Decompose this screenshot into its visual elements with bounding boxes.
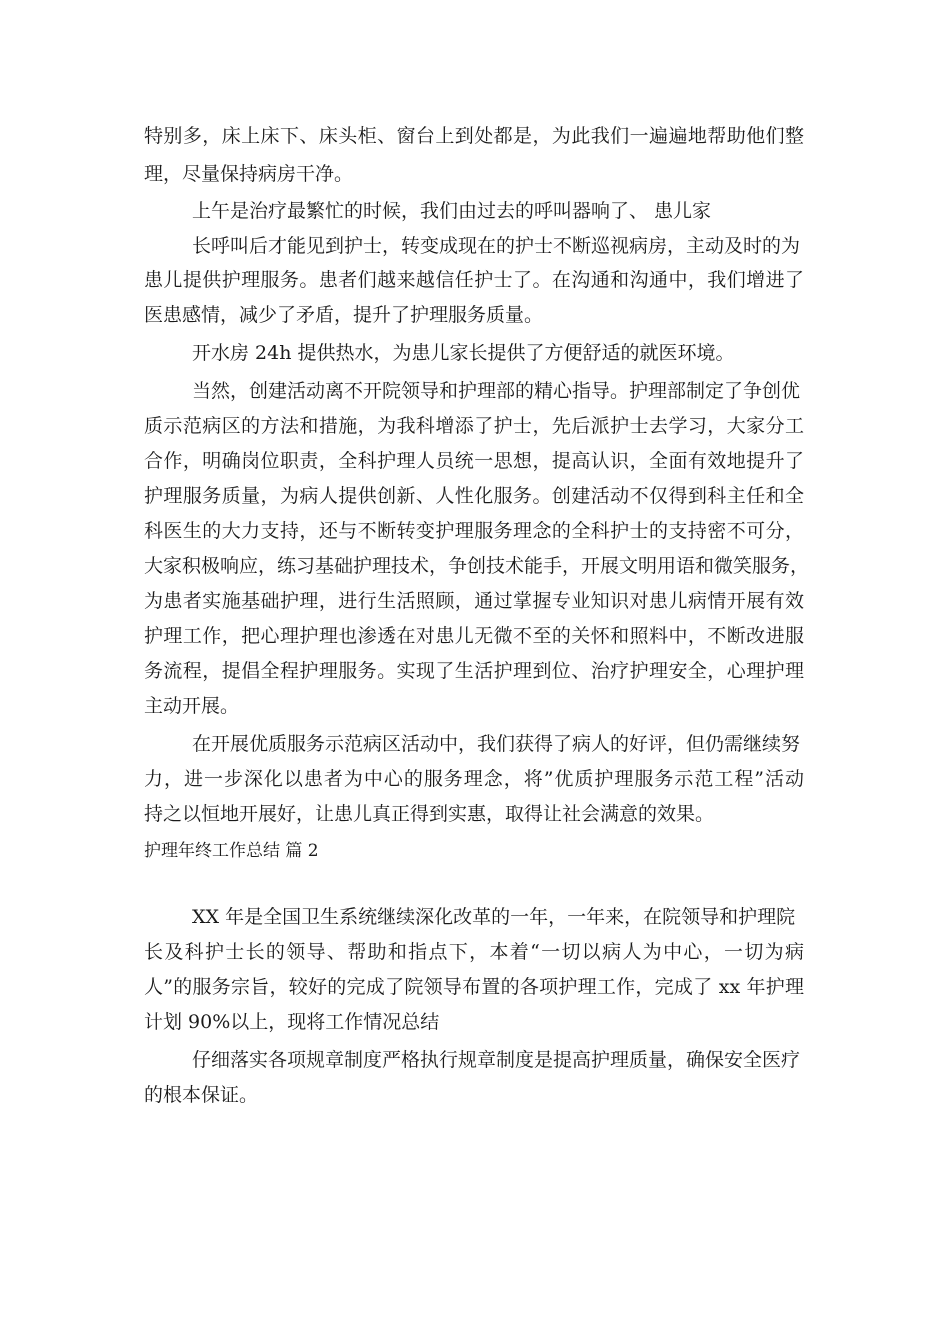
paragraph-line: 仔细落实各项规章制度严格执行规章制度是提高护理质量，确保安全医疗	[192, 1049, 801, 1071]
section-heading: 护理年终工作总结 篇 2	[144, 841, 319, 861]
paragraph-line: 持之以恒地开展好，让患儿真正得到实惠，取得让社会满意的效果。	[144, 803, 715, 825]
paragraph-line: 开水房 24h 提供热水，为患儿家长提供了方便舒适的就医环境。	[192, 342, 735, 364]
paragraph-line: 质示范病区的方法和措施，为我科增添了护士，先后派护士去学习，大家分工	[144, 415, 804, 437]
paragraph-line: 合作，明确岗位职责，全科护理人员统一思想，提高认识，全面有效地提升了	[144, 450, 804, 472]
paragraph-line: 护理工作，把心理护理也渗透在对患儿无微不至的关怀和照料中，不断改进服	[144, 625, 804, 647]
paragraph-line: 医患感情，减少了矛盾，提升了护理服务质量。	[144, 304, 544, 326]
paragraph-line: 为患者实施基础护理，进行生活照顾，通过掌握专业知识对患儿病情开展有效	[144, 590, 804, 612]
paragraph-line: 计划 90%以上，现将工作情况总结	[144, 1011, 440, 1033]
paragraph-line: 患儿提供护理服务。患者们越来越信任护士了。在沟通和沟通中，我们增进了	[144, 269, 804, 291]
paragraph-line: 科医生的大力支持，还与不断转变护理服务理念的全科护士的支持密不可分，	[144, 520, 804, 542]
paragraph-line: 的根本保证。	[144, 1084, 259, 1106]
paragraph-line: 理，尽量保持病房干净。	[144, 163, 354, 185]
paragraph-line: 长及科护士长的领导、帮助和指点下，本着“一切以病人为中心，一切为病	[144, 941, 804, 963]
paragraph-line: 特别多，床上床下、床头柜、窗台上到处都是，为此我们一遍遍地帮助他们整	[144, 125, 804, 147]
paragraph-line: 上午是治疗最繁忙的时候，我们由过去的呼叫器响了、 患儿家	[192, 200, 712, 222]
paragraph-line: 主动开展。	[144, 695, 240, 717]
paragraph-line: 人”的服务宗旨，较好的完成了院领导布置的各项护理工作，完成了 xx 年护理	[144, 976, 804, 998]
paragraph-line: 务流程，提倡全程护理服务。实现了生活护理到位、治疗护理安全，心理护理	[144, 660, 804, 682]
paragraph-line: 在开展优质服务示范病区活动中，我们获得了病人的好评，但仍需继续努	[192, 733, 801, 755]
paragraph-line: 长呼叫后才能见到护士，转变成现在的护士不断巡视病房，主动及时的为	[192, 235, 801, 257]
paragraph-line: 护理服务质量，为病人提供创新、人性化服务。创建活动不仅得到科主任和全	[144, 485, 804, 507]
paragraph-line: XX 年是全国卫生系统继续深化改革的一年，一年来，在院领导和护理院	[192, 906, 796, 928]
paragraph-line: 大家积极响应，练习基础护理技术，争创技术能手，开展文明用语和微笑服务，	[144, 555, 810, 577]
paragraph-line: 当然，创建活动离不开院领导和护理部的精心指导。护理部制定了争创优	[192, 380, 801, 402]
paragraph-line: 力，进一步深化以患者为中心的服务理念，将”优质护理服务示范工程”活动	[144, 768, 804, 790]
